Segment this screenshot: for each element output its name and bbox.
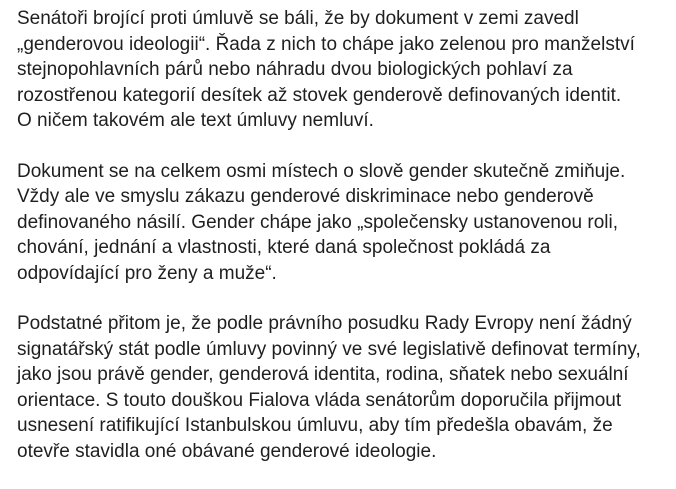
paragraph-2 [17,159,667,287]
text-line: signatářský stát podle úmluvy povinný ve své legislativě definovat termíny, [17,338,641,360]
text-line: jako jsou právě gender, genderová identita, rodina, sňatek nebo sexuální [17,364,629,385]
text-line: odpovídající pro ženy a muže“. [17,262,277,284]
text-line: chování, jednání a vlastnosti, které daná společnost pokládá za [17,237,551,258]
paragraph-1 [17,6,667,134]
article-body [17,6,667,489]
text-line: Senátoři brojící proti úmluvě se báli, že by dokument v zemi zavedl [17,8,579,29]
text-line: rozostřenou kategorií desítek až stovek genderově definovaných identit. [17,84,622,106]
text-line: stejnopohlavních párů nebo náhradu dvou biologických pohlaví za [17,59,573,80]
text-line: Podstatné přitom je, že podle právního posudku Rady Evropy není žádný [17,313,632,334]
text-line: „genderovou ideologii“. Řada z nich to chápe jako zelenou pro manželství [17,33,635,55]
text-line: definovaného násilí. Gender chápe jako „společensky ustanovenou roli, [17,211,618,233]
text-line: Vždy ale ve smyslu zákazu genderové diskriminace nebo genderově [17,186,594,207]
text-line: O ničem takovém ale text úmluvy nemluví. [17,110,374,131]
text-line: orientace. S touto douškou Fialova vláda senátorům doporučila přijmout [17,389,622,411]
paragraph-3 [17,311,667,464]
text-line: otevře stavidla oné obávané genderové ideologie. [17,440,437,462]
text-line: usnesení ratifikující Istanbulskou úmluvu, aby tím předešla obavám, že [17,415,613,436]
text-line: Dokument se na celkem osmi místech o slově gender skutečně zmiňuje. [17,160,626,182]
